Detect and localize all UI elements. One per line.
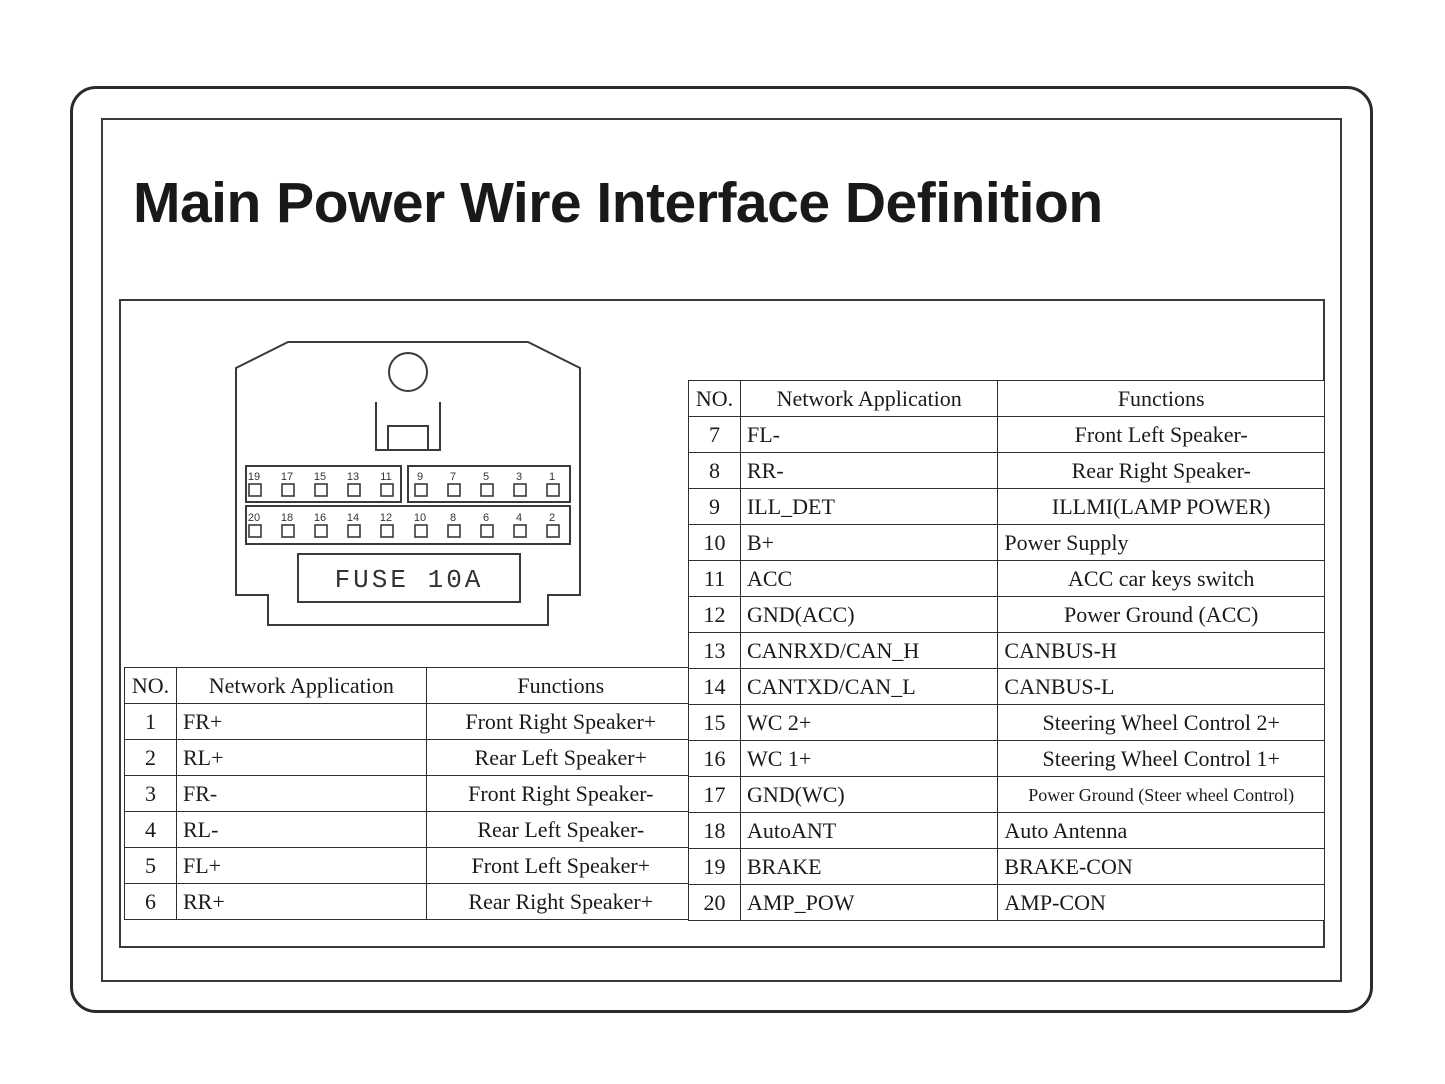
cell-network: BRAKE	[740, 849, 997, 885]
svg-text:7: 7	[449, 471, 457, 483]
table-row	[689, 453, 1325, 489]
table-row	[689, 489, 1325, 525]
svg-text:14: 14	[346, 512, 360, 524]
cell-network: RR+	[176, 884, 426, 920]
cell-no: 13	[689, 633, 741, 669]
cell-no: 20	[689, 885, 741, 921]
cell-function: Steering Wheel Control 2+	[998, 705, 1325, 741]
table-row	[689, 561, 1325, 597]
table-row	[125, 704, 696, 740]
table-row	[689, 705, 1325, 741]
cell-no: 5	[125, 848, 177, 884]
cell-function: Rear Right Speaker+	[426, 884, 695, 920]
table-row	[689, 849, 1325, 885]
cell-network: RL+	[176, 740, 426, 776]
svg-text:13: 13	[346, 471, 360, 483]
table-header-row	[125, 668, 696, 704]
header-no: NO.	[689, 381, 741, 417]
table-row	[689, 417, 1325, 453]
table-row	[125, 740, 696, 776]
cell-no: 11	[689, 561, 741, 597]
svg-text:8: 8	[449, 512, 457, 524]
header-network-application: Network Application	[176, 668, 426, 704]
svg-text:16: 16	[313, 512, 327, 524]
table-row	[125, 776, 696, 812]
cell-no: 15	[689, 705, 741, 741]
cell-no: 19	[689, 849, 741, 885]
cell-network: FR+	[176, 704, 426, 740]
cell-network: AutoANT	[740, 813, 997, 849]
cell-function: Power Ground (ACC)	[998, 597, 1325, 633]
cell-no: 9	[689, 489, 741, 525]
cell-function: AMP-CON	[998, 885, 1325, 921]
cell-function: CANBUS-H	[998, 633, 1325, 669]
cell-network: CANRXD/CAN_H	[740, 633, 997, 669]
svg-text:10: 10	[413, 512, 427, 524]
cell-function: Rear Left Speaker+	[426, 740, 695, 776]
cell-network: RR-	[740, 453, 997, 489]
cell-network: FL+	[176, 848, 426, 884]
table-row	[125, 812, 696, 848]
cell-function: ILLMI(LAMP POWER)	[998, 489, 1325, 525]
cell-network: FR-	[176, 776, 426, 812]
cell-network: AMP_POW	[740, 885, 997, 921]
cell-function: Steering Wheel Control 1+	[998, 741, 1325, 777]
svg-text:9: 9	[416, 471, 424, 483]
cell-function: Auto Antenna	[998, 813, 1325, 849]
connector-diagram	[228, 340, 588, 650]
cell-network: RL-	[176, 812, 426, 848]
fuse-label: FUSE 10A	[334, 565, 484, 595]
cell-function: Front Left Speaker+	[426, 848, 695, 884]
cell-no: 7	[689, 417, 741, 453]
table-row	[689, 777, 1325, 813]
svg-text:6: 6	[482, 512, 490, 524]
table-row	[689, 597, 1325, 633]
cell-no: 8	[689, 453, 741, 489]
header-no: NO.	[125, 668, 177, 704]
cell-function: CANBUS-L	[998, 669, 1325, 705]
svg-text:5: 5	[482, 471, 490, 483]
cell-no: 1	[125, 704, 177, 740]
svg-text:12: 12	[379, 512, 393, 524]
svg-text:11: 11	[380, 471, 392, 483]
table-row	[125, 884, 696, 920]
table-row	[689, 633, 1325, 669]
header-functions: Functions	[426, 668, 695, 704]
cell-network: ACC	[740, 561, 997, 597]
cell-no: 2	[125, 740, 177, 776]
table-row	[689, 885, 1325, 921]
cell-no: 12	[689, 597, 741, 633]
cell-no: 16	[689, 741, 741, 777]
table-row	[689, 813, 1325, 849]
cell-no: 18	[689, 813, 741, 849]
svg-text:18: 18	[280, 512, 294, 524]
table-row	[689, 669, 1325, 705]
cell-function: Rear Left Speaker-	[426, 812, 695, 848]
cell-network: CANTXD/CAN_L	[740, 669, 997, 705]
svg-text:17: 17	[280, 471, 294, 483]
svg-text:15: 15	[313, 471, 327, 483]
cell-function: ACC car keys switch	[998, 561, 1325, 597]
cell-network: FL-	[740, 417, 997, 453]
table-row	[689, 525, 1325, 561]
page-title: Main Power Wire Interface Definition	[133, 171, 1103, 235]
svg-text:2: 2	[548, 512, 556, 524]
svg-text:3: 3	[515, 471, 523, 483]
cell-network: GND(WC)	[740, 777, 997, 813]
cell-function: Power Ground (Steer wheel Control)	[998, 777, 1325, 813]
cell-network: WC 1+	[740, 741, 997, 777]
cell-function: Front Right Speaker+	[426, 704, 695, 740]
svg-text:19: 19	[247, 471, 261, 483]
table-header-row	[689, 381, 1325, 417]
cell-no: 3	[125, 776, 177, 812]
cell-network: WC 2+	[740, 705, 997, 741]
cell-function: Rear Right Speaker-	[998, 453, 1325, 489]
cell-function: Front Left Speaker-	[998, 417, 1325, 453]
cell-network: GND(ACC)	[740, 597, 997, 633]
svg-text:4: 4	[515, 512, 523, 524]
pin-table-right	[688, 380, 1325, 921]
pin-table-left	[124, 667, 696, 920]
header-functions: Functions	[998, 381, 1325, 417]
cell-no: 6	[125, 884, 177, 920]
cell-no: 17	[689, 777, 741, 813]
cell-network: ILL_DET	[740, 489, 997, 525]
svg-text:1: 1	[548, 471, 556, 483]
cell-function: Power Supply	[998, 525, 1325, 561]
cell-function: BRAKE-CON	[998, 849, 1325, 885]
table-row	[125, 848, 696, 884]
cell-function: Front Right Speaker-	[426, 776, 695, 812]
cell-no: 4	[125, 812, 177, 848]
cell-no: 14	[689, 669, 741, 705]
svg-text:20: 20	[247, 512, 261, 524]
cell-no: 10	[689, 525, 741, 561]
header-network-application: Network Application	[740, 381, 997, 417]
table-row	[689, 741, 1325, 777]
cell-network: B+	[740, 525, 997, 561]
